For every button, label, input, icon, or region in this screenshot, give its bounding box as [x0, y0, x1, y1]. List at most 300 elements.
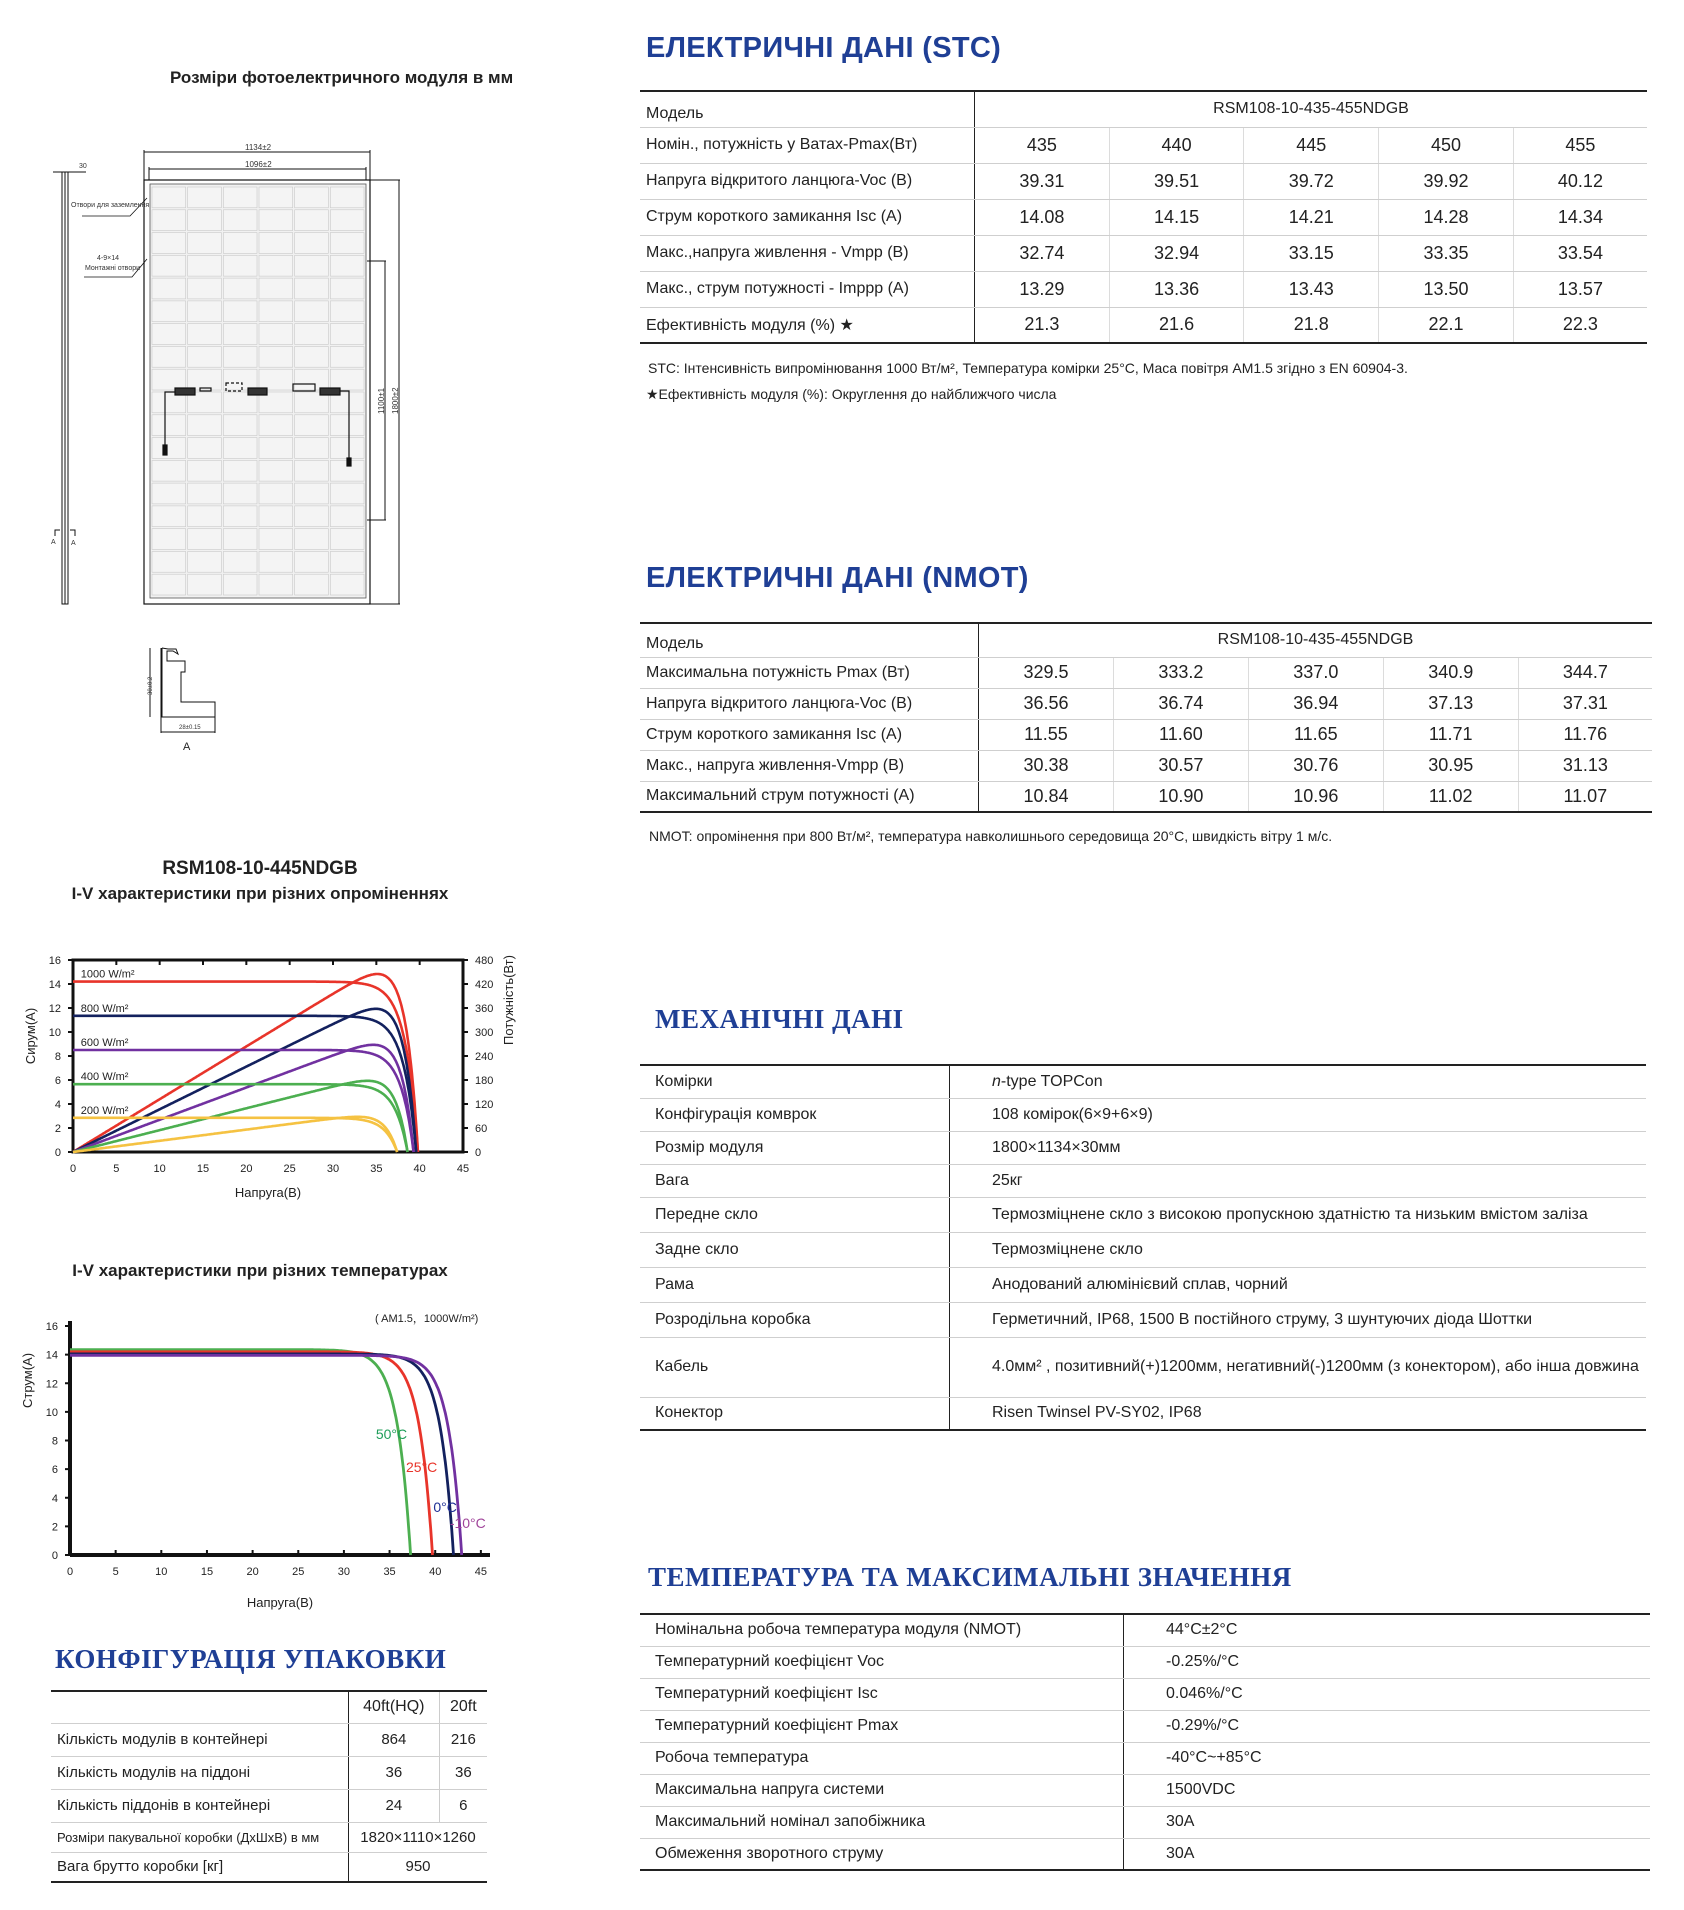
cell-value: 37.13 — [1383, 688, 1518, 719]
row-label: Конектор — [640, 1397, 950, 1430]
cell-value: 13.29 — [975, 271, 1110, 307]
solar-cell — [152, 301, 186, 322]
row-label: Рама — [640, 1267, 950, 1302]
solar-cell — [295, 551, 329, 572]
row-value — [950, 1267, 1647, 1302]
table-row — [640, 1098, 1646, 1131]
table-row — [640, 1678, 1650, 1710]
cell-value: 13.50 — [1379, 271, 1514, 307]
solar-cell — [330, 506, 364, 527]
x-tick-label: 35 — [370, 1163, 383, 1175]
row-label: Кількість піддонів в контейнері — [51, 1789, 349, 1822]
row-value: -40°C~+85°C — [1124, 1742, 1651, 1774]
row-label: Кількість модулів на піддоні — [51, 1756, 349, 1789]
solar-cell — [295, 301, 329, 322]
solar-cell — [223, 483, 257, 504]
value-text: Термозміцнене скло з високою пропускною здатністю та низьким вмістом заліза — [992, 1205, 1588, 1223]
stc-note: STC: Інтенсивність випромінювання 1000 Вт/м², Температура комірки 25°C, Маса повітря AM1.5 згідно з EN 60904-3. — [648, 360, 1408, 376]
solar-cell — [152, 574, 186, 595]
solar-cell — [223, 233, 257, 254]
solar-cell — [188, 506, 222, 527]
cell-value: 36.94 — [1248, 688, 1383, 719]
solar-cell — [223, 529, 257, 550]
series-label: 1000 W/m² — [80, 968, 135, 981]
table-row — [640, 1646, 1650, 1678]
solar-cell — [330, 529, 364, 550]
cell-value: 216 — [439, 1723, 487, 1756]
series-label: 0°C — [433, 1499, 457, 1516]
solar-cell — [259, 278, 293, 299]
series-label: 25°C — [406, 1458, 438, 1475]
chart-subtitle: ( AM1.5，1000W/m²) — [375, 1313, 479, 1325]
table-row — [640, 163, 1647, 199]
y-tick-label: 8 — [54, 1051, 61, 1063]
cell-value: 22.1 — [1379, 307, 1514, 343]
row-value — [950, 1337, 1647, 1397]
table-row — [640, 1614, 1650, 1646]
cell-value: 33.35 — [1379, 235, 1514, 271]
table-row — [640, 657, 1652, 688]
solar-cell — [295, 278, 329, 299]
y-tick-label: 14 — [48, 979, 61, 991]
solar-cell — [188, 529, 222, 550]
cell-value: 30.38 — [979, 750, 1114, 781]
solar-cell — [152, 187, 186, 208]
solar-cell — [295, 233, 329, 254]
y-tick-label: 6 — [51, 1464, 58, 1477]
solar-cell — [188, 369, 222, 390]
row-label: Вага — [640, 1164, 950, 1197]
mech-table — [640, 1064, 1646, 1431]
value-italic-prefix: n — [992, 1072, 1001, 1090]
solar-cell — [152, 529, 186, 550]
packing-table — [51, 1690, 487, 1883]
model-row — [640, 623, 1652, 657]
y-tick-label: 0 — [51, 1550, 58, 1562]
solar-cell — [223, 324, 257, 345]
cell-value: 36 — [349, 1756, 440, 1789]
solar-cell — [188, 574, 222, 595]
cell-value: 31.13 — [1518, 750, 1652, 781]
table-row — [640, 1197, 1646, 1232]
table-row — [51, 1789, 487, 1822]
cell-value: 10.90 — [1113, 781, 1248, 812]
y2-tick-label: 60 — [475, 1123, 488, 1135]
y2-tick-label: 180 — [475, 1075, 494, 1087]
x-tick-label: 40 — [429, 1566, 442, 1578]
row-label: Робоча температура — [640, 1742, 1124, 1774]
table-row — [640, 1232, 1646, 1267]
y2-tick-label: 360 — [475, 1003, 494, 1015]
y-tick-label: 10 — [48, 1027, 61, 1039]
cell-value: 455 — [1513, 127, 1647, 163]
cell-value: 337.0 — [1248, 657, 1383, 688]
table-row — [51, 1723, 487, 1756]
table-row — [640, 719, 1652, 750]
solar-cell — [152, 460, 186, 481]
iv-curve-line — [70, 1352, 433, 1555]
table-row — [640, 1302, 1646, 1337]
dim-width-outer: 1134±2 — [245, 143, 272, 152]
cell-value: 11.71 — [1383, 719, 1518, 750]
cell-value: 30.57 — [1113, 750, 1248, 781]
cell-value: 39.92 — [1379, 163, 1514, 199]
y2-tick-label: 420 — [475, 979, 494, 991]
cell-value: 440 — [1109, 127, 1244, 163]
y-tick-label: 8 — [51, 1435, 58, 1448]
merged-value: 950 — [349, 1852, 488, 1882]
cell-value: 435 — [975, 127, 1110, 163]
y2-axis-label: Потужність(Вт) — [501, 955, 516, 1045]
cell-value: 11.02 — [1383, 781, 1518, 812]
table-row — [640, 235, 1647, 271]
row-label: Ефективність модуля (%) ★ — [640, 307, 975, 343]
solar-cell — [259, 506, 293, 527]
table-row — [640, 1806, 1650, 1838]
value-text: -type TOPCon — [1000, 1072, 1103, 1090]
cell-value: 33.15 — [1244, 235, 1379, 271]
solar-cell — [259, 301, 293, 322]
solar-cell — [295, 324, 329, 345]
solar-cell — [259, 187, 293, 208]
row-label: Розмір модуля — [640, 1131, 950, 1164]
solar-cell — [295, 187, 329, 208]
y-tick-label: 0 — [54, 1147, 61, 1159]
solar-cell — [223, 506, 257, 527]
x-tick-label: 15 — [196, 1163, 210, 1175]
y-tick-label: 12 — [48, 1003, 61, 1015]
solar-cell — [188, 460, 222, 481]
value-text: Герметичний, IP68, 1500 В постійного струму, 3 шунтуючих діода Шоттки — [992, 1310, 1533, 1328]
solar-cell — [223, 278, 257, 299]
nmot-table — [640, 622, 1652, 813]
row-value — [950, 1197, 1647, 1232]
section-marker-left: A — [51, 539, 56, 546]
solar-cell — [295, 574, 329, 595]
table-row — [640, 127, 1647, 163]
table-row — [51, 1822, 487, 1852]
y-tick-label: 16 — [45, 1321, 58, 1333]
cell-value: 10.84 — [979, 781, 1114, 812]
cell-value: 36.74 — [1113, 688, 1248, 719]
solar-cell — [152, 278, 186, 299]
table-row — [640, 1742, 1650, 1774]
solar-cell — [259, 324, 293, 345]
frame-cross-section — [150, 648, 215, 733]
cell-value: 22.3 — [1513, 307, 1647, 343]
y2-tick-label: 0 — [475, 1147, 482, 1159]
cell-value: 450 — [1379, 127, 1514, 163]
series-label: 50°C — [375, 1426, 408, 1443]
cell-value: 11.76 — [1518, 719, 1652, 750]
value-text: Risen Twinsel PV-SY02, IP68 — [992, 1404, 1202, 1422]
table-row — [640, 750, 1652, 781]
solar-cell — [330, 210, 364, 231]
row-label: Струм короткого замикання Isc (A) — [640, 719, 979, 750]
solar-cell — [259, 483, 293, 504]
row-value — [950, 1065, 1647, 1098]
row-label: Кабель — [640, 1337, 950, 1397]
solar-cell — [330, 551, 364, 572]
solar-cell — [295, 210, 329, 231]
row-label: Розміри пакувальної коробки (ДхШхВ) в мм — [51, 1822, 349, 1852]
cell-value: 39.72 — [1244, 163, 1379, 199]
iv-temperature-chart — [0, 1290, 520, 1610]
chart1-model: RSM108-10-445NDGB — [162, 858, 358, 879]
solar-cell — [223, 255, 257, 276]
temp-table — [640, 1613, 1650, 1871]
x-tick-label: 20 — [246, 1566, 259, 1578]
solar-cell — [223, 210, 257, 231]
solar-cell — [188, 551, 222, 572]
module-dimension-drawing — [0, 0, 620, 760]
y2-tick-label: 300 — [475, 1027, 494, 1039]
frame-height-dim: 30±0.2 — [148, 676, 154, 695]
row-label: Температурний коефіцієнт Voc — [640, 1646, 1124, 1678]
row-label: Макс.,напруга живлення - Vmpp (В) — [640, 235, 975, 271]
row-label: Максимальний струм потужності (A) — [640, 781, 979, 812]
cell-value: 13.57 — [1513, 271, 1647, 307]
cell-value: 21.8 — [1244, 307, 1379, 343]
y-tick-label: 14 — [45, 1349, 58, 1362]
solar-cell — [188, 210, 222, 231]
cell-value: 864 — [349, 1723, 440, 1756]
row-label: Макс., напруга живлення-Vmpp (В) — [640, 750, 979, 781]
chart2-title: I-V характеристики при різних температурах — [72, 1261, 448, 1280]
y-tick-label: 10 — [45, 1406, 58, 1419]
solar-cell — [152, 233, 186, 254]
cell-value: 11.07 — [1518, 781, 1652, 812]
solar-cell — [152, 369, 186, 390]
cell-value: 329.5 — [979, 657, 1114, 688]
table-row — [640, 1397, 1646, 1430]
cell-value: 32.94 — [1109, 235, 1244, 271]
solar-cell — [295, 369, 329, 390]
value-text: 1800×1134×30мм — [992, 1138, 1121, 1156]
table-row — [640, 781, 1652, 812]
solar-cell — [223, 574, 257, 595]
cell-value: 14.34 — [1513, 199, 1647, 235]
table-row — [51, 1756, 487, 1789]
solar-cell — [295, 255, 329, 276]
y-tick-label: 12 — [45, 1378, 58, 1391]
solar-cell — [223, 415, 257, 436]
cell-value: 14.15 — [1109, 199, 1244, 235]
row-label: Максимальна напруга системи — [640, 1774, 1124, 1806]
cell-value: 40.12 — [1513, 163, 1647, 199]
solar-cell — [295, 460, 329, 481]
row-label: Напруга відкритого ланцюга-Voc (В) — [640, 163, 975, 199]
y2-tick-label: 480 — [475, 955, 494, 967]
cell-value: 11.55 — [979, 719, 1114, 750]
x-tick-label: 0 — [69, 1163, 77, 1175]
y-tick-label: 6 — [54, 1075, 61, 1087]
solar-cell — [295, 415, 329, 436]
x-tick-label: 40 — [413, 1163, 426, 1175]
x-tick-label: 25 — [283, 1163, 296, 1175]
solar-cell — [223, 369, 257, 390]
row-label: Номінальна робоча температура модуля (NMOT) — [640, 1614, 1124, 1646]
cell-value: 340.9 — [1383, 657, 1518, 688]
row-value — [950, 1302, 1647, 1337]
stc-table — [640, 90, 1647, 344]
solar-cell — [188, 301, 222, 322]
solar-cell — [295, 506, 329, 527]
solar-cell — [188, 346, 222, 367]
x-tick-label: 15 — [200, 1566, 214, 1578]
y-axis-label: Струм(A) — [20, 1352, 35, 1409]
series-label: 800 W/m² — [80, 1002, 129, 1015]
table-row — [640, 271, 1647, 307]
cell-value: 344.7 — [1518, 657, 1652, 688]
solar-cell — [259, 210, 293, 231]
y-tick-label: 16 — [48, 955, 61, 967]
cell-value: 21.3 — [975, 307, 1110, 343]
solar-cell — [188, 278, 222, 299]
drawing-title: Розміри фотоелектричного модуля в мм — [170, 68, 514, 87]
solar-cell — [152, 506, 186, 527]
series-label: 400 W/m² — [80, 1071, 129, 1084]
solar-cell — [188, 233, 222, 254]
row-label: Кількість модулів в контейнері — [51, 1723, 349, 1756]
chart1-title: I-V характеристики при різних опроміненнях — [71, 884, 449, 903]
solar-cell — [259, 233, 293, 254]
solar-cell — [223, 460, 257, 481]
x-tick-label: 45 — [474, 1566, 487, 1578]
row-value — [950, 1098, 1647, 1131]
section-label: A — [183, 741, 191, 753]
y-tick-label: 4 — [54, 1099, 61, 1111]
solar-cell — [188, 483, 222, 504]
row-label: Струм короткого замикання Isc (A) — [640, 199, 975, 235]
solar-cell — [295, 438, 329, 459]
row-value: -0.25%/°C — [1124, 1646, 1651, 1678]
solar-cell — [259, 415, 293, 436]
solar-cell — [152, 483, 186, 504]
solar-cell — [259, 529, 293, 550]
side-view — [53, 172, 86, 604]
solar-cell — [223, 438, 257, 459]
row-label: Температурний коефіцієнт Isc — [640, 1678, 1124, 1710]
iv-curve-line — [70, 1354, 454, 1555]
cell-value: 30.76 — [1248, 750, 1383, 781]
solar-cell — [188, 438, 222, 459]
row-label: Максимальний номінал запобіжника — [640, 1806, 1124, 1838]
solar-cell — [188, 255, 222, 276]
section-marker-right: A — [71, 540, 76, 547]
solar-cell — [188, 324, 222, 345]
cell-value: 6 — [439, 1789, 487, 1822]
cell-value: 36.56 — [979, 688, 1114, 719]
series-label: 600 W/m² — [80, 1037, 129, 1049]
solar-cell — [330, 369, 364, 390]
x-tick-label: 5 — [113, 1163, 120, 1175]
column-header: 40ft(HQ) — [349, 1691, 440, 1723]
dim-width-inner: 1096±2 — [245, 160, 272, 169]
solar-cell — [330, 415, 364, 436]
cell-value: 14.08 — [975, 199, 1110, 235]
row-label: Температурний коефіцієнт Pmax — [640, 1710, 1124, 1742]
x-tick-label: 10 — [155, 1566, 168, 1578]
cell-value: 39.31 — [975, 163, 1110, 199]
solar-cell — [223, 301, 257, 322]
table-row — [640, 1337, 1646, 1397]
row-label: Макс., струм потужності - Imppp (A) — [640, 271, 975, 307]
model-value: RSM108-10-435-455NDGB — [975, 91, 1648, 127]
row-value — [950, 1397, 1647, 1430]
row-label: Номін., потужність у Ватах-Pmax(Вт) — [640, 127, 975, 163]
solar-cell — [152, 415, 186, 436]
solar-cell — [295, 346, 329, 367]
row-label: Передне скло — [640, 1197, 950, 1232]
cell-value: 333.2 — [1113, 657, 1248, 688]
solar-cell — [330, 233, 364, 254]
column-header: 20ft — [439, 1691, 487, 1723]
label-mounting-holes: Монтажні отвори — [85, 265, 141, 272]
solar-cell — [223, 551, 257, 572]
column-header — [51, 1691, 349, 1723]
table-row — [640, 1131, 1646, 1164]
cell-value: 33.54 — [1513, 235, 1647, 271]
solar-cell — [259, 551, 293, 572]
row-label: Конфігурація комврок — [640, 1098, 950, 1131]
solar-cell — [330, 255, 364, 276]
cell-value: 11.65 — [1248, 719, 1383, 750]
y-axis-label: Сирум(A) — [23, 1007, 38, 1065]
table-row — [640, 1774, 1650, 1806]
y-tick-label: 2 — [54, 1123, 61, 1135]
solar-cell — [330, 438, 364, 459]
frame-width-dim: 28±0.15 — [179, 725, 201, 731]
x-tick-label: 10 — [153, 1163, 166, 1175]
x-tick-label: 35 — [383, 1566, 396, 1578]
table-row — [640, 1164, 1646, 1197]
row-value: 44°C±2°C — [1124, 1614, 1651, 1646]
model-value: RSM108-10-435-455NDGB — [979, 623, 1653, 657]
solar-cell — [330, 324, 364, 345]
x-tick-label: 20 — [240, 1163, 253, 1175]
row-label: Вага брутто коробки [кг] — [51, 1852, 349, 1882]
table-row — [51, 1852, 487, 1882]
x-axis-label: Напруга(В) — [234, 1185, 302, 1200]
model-label: Модель — [640, 623, 979, 657]
row-value: 0.046%/°C — [1124, 1678, 1651, 1710]
merged-value: 1820×1110×1260 — [349, 1822, 488, 1852]
solar-cell — [330, 301, 364, 322]
solar-cell — [330, 483, 364, 504]
cell-value: 13.43 — [1244, 271, 1379, 307]
dim-mount-spacing: 1100±1 — [377, 387, 386, 414]
table-row — [640, 1838, 1650, 1870]
solar-cell — [152, 346, 186, 367]
solar-cell — [188, 415, 222, 436]
solar-cell — [259, 346, 293, 367]
y2-tick-label: 120 — [475, 1099, 494, 1111]
value-text: 25кг — [992, 1171, 1023, 1189]
solar-cell — [223, 187, 257, 208]
solar-cell — [152, 438, 186, 459]
row-value: -0.29%/°C — [1124, 1710, 1651, 1742]
cell-value: 445 — [1244, 127, 1379, 163]
table-row — [640, 688, 1652, 719]
solar-cell — [330, 346, 364, 367]
dim-height: 1800±2 — [391, 387, 400, 414]
value-text: 4.0мм² , позитивний(+)1200мм, негативний(-)1200мм (з конектором), або інша довжина — [992, 1358, 1639, 1375]
power-curve-line — [73, 1045, 414, 1152]
table-row — [640, 1065, 1646, 1098]
cell-value: 32.74 — [975, 235, 1110, 271]
iv-irradiance-chart — [0, 905, 520, 1210]
